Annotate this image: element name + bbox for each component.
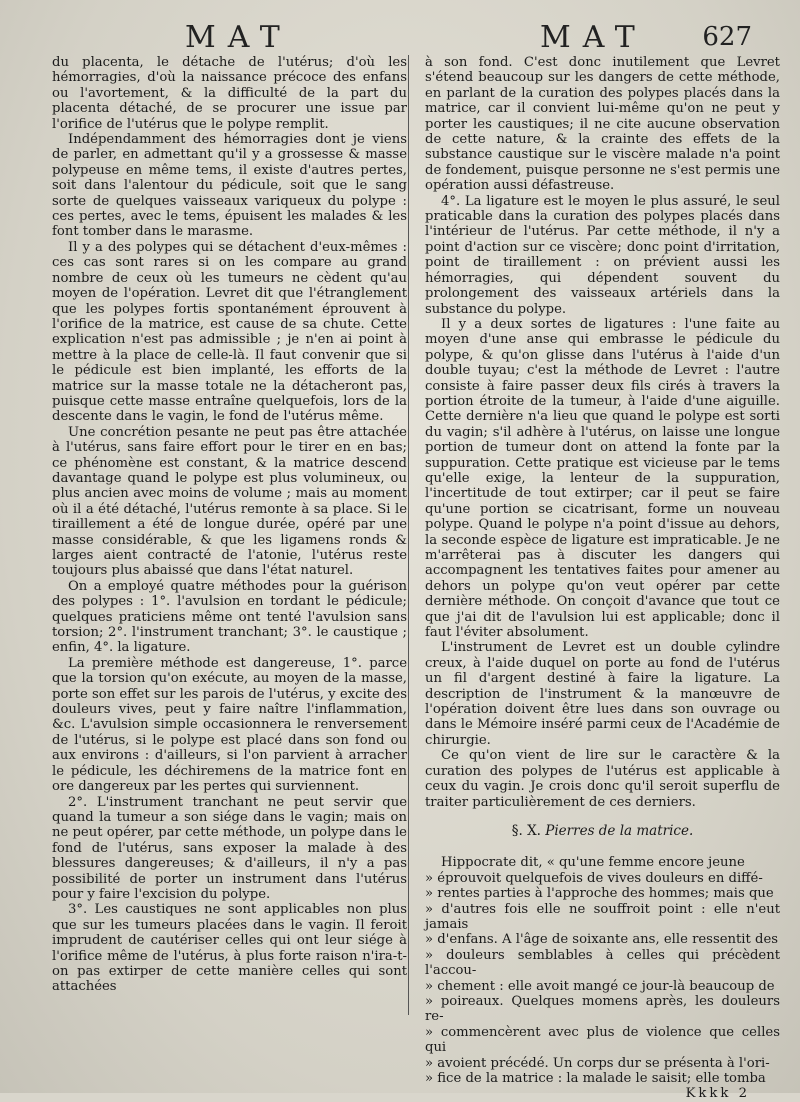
paragraph: Il y a deux sortes de ligatures : l'une faite au moyen d'une anse qui embrasse le pédicule du polype, & qu'on glisse dans l'utérus à l'aide d'un double tuyau; c'est la méthode de Levret : l'autre consiste à faire passer deux fils cirés à travers la portion étroite de la tumeur, à l'aide d'une aiguille. Cette dernière n'a lieu que quand le polype est sorti du vagin; s'il adhère à l'utérus, on laisse une longue portion de tumeur dont on attend la fonte par la suppuration. Cette pratique est vicieuse par le tems qu'elle exige, la lenteur de la suppuration, l'incertitude de tout extirper; car il peut se faire qu'une portion se cicatrisant, forme un nouveau polype. Quand le polype n'a point d'issue au dehors, la seconde espèce de ligature est impraticable. Je ne m'arrêterai pas à discuter les dangers qui accompagnent les tentatives faites pour amener au dehors un polype qu'on veut opérer par cette dernière méthode. On conçoit d'avance que tout ce que j'ai dit de l'avulsion lui est applicable; donc il faut l'éviter absolument. (425, 316, 780, 641)
quote-line: » éprouvoit quelquefois de vives douleurs en diffé- (425, 870, 763, 886)
quote-line: » douleurs semblables à celles qui précèdent l'accou- (425, 947, 780, 979)
section-heading (425, 824, 780, 839)
quote-line: » avoient précédé. Un corps dur se présenta à l'ori- (425, 1055, 770, 1071)
quote-line: » fice de la matrice : la malade le saisit; elle tomba (425, 1071, 766, 1086)
paragraph: 3°. Les caustiques ne sont applicables non plus que sur les tumeurs placées dans le vagin. Il feroit imprudent de cautériser celles qui ont leur siége à l'orifice même de l'utérus, à plus forte raison n'ira-t-on pas extirper de cette manière celles qui sont attachées (52, 902, 407, 995)
quote-line: » chement : elle avoit mangé ce jour-là beaucoup de (425, 978, 775, 994)
paragraph: On a employé quatre méthodes pour la guérison des polypes : 1°. l'avulsion en tordant le pédicule; quelques praticiens même ont tenté l'avulsion sans torsion; 2°. l'instrument tranchant; 3°. le caustique ; enfin, 4°. la ligature. (52, 578, 407, 656)
right-column (425, 55, 780, 1102)
paragraph: La première méthode est dangereuse, 1°. parce que la torsion qu'on exécute, au moyen de la masse, porte son effet sur les parois de l'utérus, y excite des douleurs vives, peut y faire naître l'inflammation, &c. L'avulsion simple occasionnera le renversement de l'utérus, si le polype est placé dans son fond ou aux environs : d'ailleurs, si l'on parvient à arracher le pédicule, les déchiremens de la matrice font en ore dangereux par les pertes qui surviennent. (52, 655, 407, 795)
paragraph: Ce qu'on vient de lire sur le caractère & la curation des polypes de l'utérus est applicable à ceux du vagin. Je crois donc qu'il seroit superflu de traiter particulièrement de ces derniers. (425, 748, 780, 810)
hippocrates-quote (425, 855, 780, 1086)
quote-line: Hippocrate dit, « qu'une femme encore jeune (441, 855, 745, 871)
quote-line: » commencèrent avec plus de violence que celles qui (425, 1024, 780, 1056)
quote-line: » d'enfans. A l'âge de soixante ans, elle ressentit des (425, 932, 779, 948)
paragraph: 2°. L'instrument tranchant ne peut servir que quand la tumeur a son siége dans le vagin; mais on ne peut opérer, par cette méthode, un polype dans le fond de l'utérus, sans exposer la malade à des blessures dangereuses; & d'ailleurs, il n'y a pas possibilité de porter un instrument dans l'utérus pour y faire l'excision du polype. (52, 794, 407, 902)
header-word-left: MAT (185, 20, 292, 55)
paragraph: Il y a des polypes qui se détachent d'eux-mêmes : ces cas sont rares si on les compare au grand nombre de ceux où les tumeurs ne cèdent qu'au moyen de l'opération. Levret dit que l'étranglement que les polypes fortis spontanément éprouvent à l'orifice de la matrice, est cause de sa chute. Cette explication n'est pas admissible ; je n'en ai point à mettre à la place de celle-là. Il faut convenir que si le pédicule est bien implanté, les efforts de la matrice sur la masse totale ne la détacheront pas, puisque cette masse entraîne quelquefois, lors de la descente dans le vagin, le fond de l'utérus même. (52, 239, 407, 425)
page-number: 627 (702, 22, 752, 52)
paragraph: L'instrument de Levret est un double cylindre creux, à l'aide duquel on porte au fond de l'utérus un fil d'argent destiné à faire la ligature. La description de l'instrument & la manœuvre de l'opération doivent être lues dans son ouvrage ou dans le Mémoire inséré parmi ceux de l'Académie de chirurgie. (425, 640, 780, 748)
paragraph: 4°. La ligature est le moyen le plus assuré, le seul praticable dans la curation des polypes placés dans l'intérieur de l'utérus. Par cette méthode, il n'y a point d'action sur ce viscère; donc point d'irritation, point de tiraillement : on prévient aussi les hémorragies, qui dépendent souvent du prolongement des vaisseaux artériels dans la substance du polype. (425, 193, 780, 317)
header-word-right: MAT (540, 20, 647, 55)
quote-line: » d'autres fois elle ne souffroit point : elle n'eut jamais (425, 901, 780, 932)
paragraph: du placenta, le détache de l'utérus; d'où les hémorragies, d'où la naissance précoce des enfans ou l'avortement, & la difficulté de la part du placenta détaché, de se procurer une issue par l'orifice de l'utérus que le polype remplit. (52, 55, 407, 132)
quote-line: » rentes parties à l'approche des hommes; mais que (425, 886, 774, 902)
left-column (52, 55, 407, 995)
column-divider (408, 55, 409, 1015)
section-title: Pierres de la matrice. (545, 822, 694, 839)
running-header (0, 20, 800, 60)
section-number: §. X. (511, 822, 541, 839)
quote-line: » poireaux. Quelques momens après, les douleurs re- (425, 993, 780, 1025)
paragraph: Une concrétion pesante ne peut pas être attachée à l'utérus, sans faire effort pour le tirer en en bas; ce phénomène est constant, & la matrice descend davantage quand le polype est plus volumineux, ou plus ancien avec moins de volume ; mais au moment où il a été détaché, l'utérus remonte à sa place. Si le tiraillement a été de longue durée, opéré par une masse considérable, & que les ligamens ronds & larges aient contracté de l'atonie, l'utérus reste toujours plus abaissé que dans l'état naturel. (52, 424, 407, 579)
signature-mark: Kkkk 2 (685, 1086, 750, 1102)
paragraph: Indépendamment des hémorragies dont je viens de parler, en admettant qu'il y a grossesse & masse polypeuse en même tems, il existe d'autres pertes, soit dans l'alentour du pédicule, soit que le sang sorte de quelques vaisseaux variqueux du polype : ces pertes, avec le tems, épuisent les malades & les font tomber dans le marasme. (52, 132, 407, 240)
paragraph: à son fond. C'est donc inutilement que Levret s'étend beaucoup sur les dangers de cette méthode, en parlant de la curation des polypes placés dans la matrice, car il convient lui-même qu'on ne peut y porter les caustiques; il ne cite aucune observation de cette nature, & la crainte des effets de la substance caustique sur le viscère malade n'a point de fondement, puisque personne ne s'est permis une opération aussi défastreuse. (425, 55, 780, 194)
